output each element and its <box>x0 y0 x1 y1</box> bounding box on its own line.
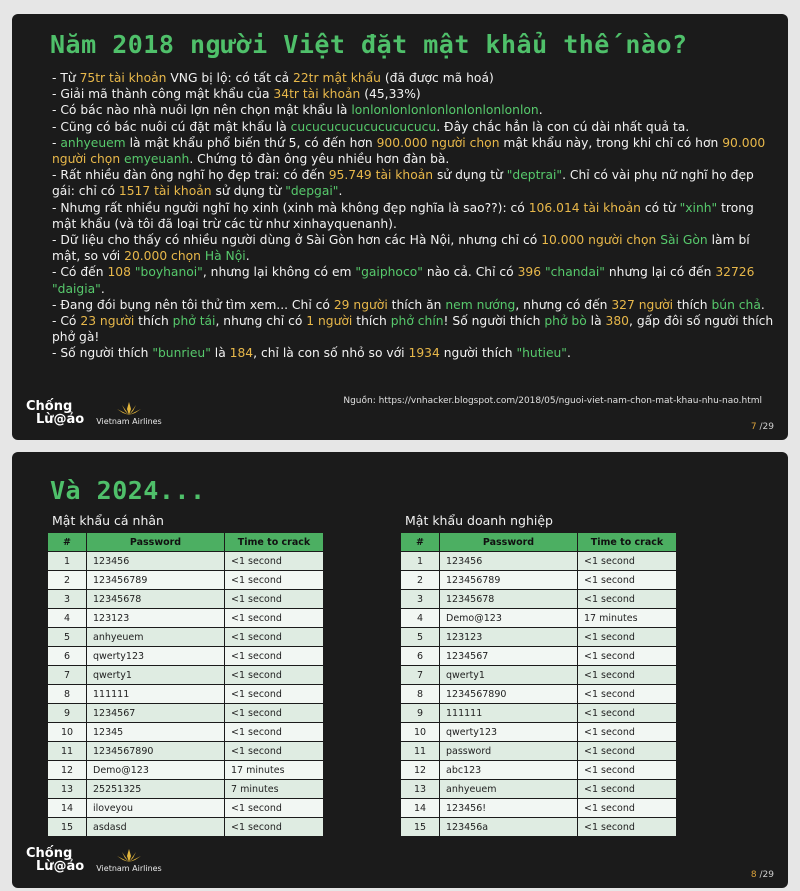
table-row <box>401 571 677 590</box>
table-row <box>48 761 324 780</box>
body-text: là mật khẩu phổ biến thứ 5, có đến hơn <box>125 135 377 150</box>
highlight-text: 75tr tài khoản <box>79 71 167 85</box>
password-cell: iloveyou <box>87 799 225 818</box>
table-row <box>401 723 677 742</box>
body-text: là <box>586 314 606 329</box>
highlight-text: "hutieu" <box>516 346 567 361</box>
rank-cell: 15 <box>48 818 87 837</box>
highlight-text: 1934 <box>408 346 440 361</box>
vietnam-airlines-logo <box>96 848 161 873</box>
time-to-crack-cell: <1 second <box>578 647 677 666</box>
bullet-line <box>52 135 774 167</box>
body-text: thích ăn <box>387 297 446 312</box>
table-row <box>401 552 677 571</box>
time-to-crack-cell: <1 second <box>578 723 677 742</box>
highlight-text: 10.000 người chọn <box>541 233 657 248</box>
chong-lua-dao-logo <box>26 400 84 426</box>
body-text: - Rất nhiều đàn ông nghĩ họ đẹp trai: có đến <box>52 168 329 183</box>
column-header: Time to crack <box>225 533 324 552</box>
highlight-text: 22tr mật khẩu <box>293 71 381 85</box>
password-cell: 25251325 <box>87 780 225 799</box>
column-header: Password <box>87 533 225 552</box>
body-text: sử dụng từ <box>211 184 286 199</box>
rank-cell: 1 <box>401 552 440 571</box>
body-text: . Đây chắc hẳn là con cú dài nhất quả ta. <box>436 119 690 134</box>
column-header: # <box>401 533 440 552</box>
password-cell: 1234567890 <box>440 685 578 704</box>
body-text: , gấp đôi số người thích phở gà! <box>52 314 774 345</box>
chong-lua-dao-logo <box>26 847 84 873</box>
chong-logo-line2: Lừ@ảo <box>36 859 85 874</box>
rank-cell: 9 <box>401 704 440 723</box>
rank-cell: 13 <box>401 780 440 799</box>
highlight-text: 1517 tài khoản <box>118 184 212 199</box>
body-text: là <box>210 346 230 361</box>
highlight-text: phở bò <box>544 314 587 329</box>
bullet-line <box>52 102 774 118</box>
time-to-crack-cell: <1 second <box>578 799 677 818</box>
page-number <box>751 870 774 880</box>
page-total: /29 <box>759 870 774 880</box>
highlight-text: "gaiphoco" <box>355 265 423 280</box>
password-cell: 123456789 <box>440 571 578 590</box>
airline-name: Vietnam Airlines <box>96 416 162 426</box>
table-row <box>48 666 324 685</box>
rank-cell: 5 <box>401 628 440 647</box>
bullet-line <box>52 313 774 345</box>
password-cell: Demo@123 <box>440 609 578 628</box>
table-row <box>48 818 324 837</box>
table-row <box>48 799 324 818</box>
rank-cell: 9 <box>48 704 87 723</box>
body-text: . <box>338 184 343 199</box>
column-header: Password <box>440 533 578 552</box>
table-row <box>401 647 677 666</box>
password-cell: 123456 <box>87 552 225 571</box>
password-cell: 123456789 <box>87 571 225 590</box>
rank-cell: 12 <box>401 761 440 780</box>
page-number <box>751 422 774 432</box>
password-cell: 1234567 <box>87 704 225 723</box>
body-text: - Giải mã thành công mật khẩu của <box>52 87 274 102</box>
table-row <box>401 761 677 780</box>
highlight-text: "deptrai" <box>506 168 563 183</box>
table-row <box>401 666 677 685</box>
body-text: , nhưng chỉ có <box>215 314 307 329</box>
logo-group <box>26 400 162 426</box>
highlight-text: bún chả <box>711 297 761 312</box>
body-text: (đã được mã hoá) <box>380 71 494 85</box>
highlight-text: 1 người <box>306 314 353 329</box>
time-to-crack-cell: <1 second <box>225 818 324 837</box>
personal-passwords-table <box>47 532 324 837</box>
time-to-crack-cell: 17 minutes <box>578 609 677 628</box>
slide-title: Năm 2018 người Việt đặt mật khẩu thế nào? <box>50 30 688 59</box>
rank-cell: 7 <box>401 666 440 685</box>
bullet-line <box>52 167 774 199</box>
rank-cell: 1 <box>48 552 87 571</box>
body-text: . <box>538 103 543 118</box>
table-row <box>48 628 324 647</box>
rank-cell: 4 <box>48 609 87 628</box>
time-to-crack-cell: <1 second <box>225 742 324 761</box>
highlight-text: "depgai" <box>285 184 339 199</box>
highlight-text: "boyhanoi" <box>134 265 203 280</box>
table-row <box>48 780 324 799</box>
body-text: có từ <box>640 200 680 215</box>
time-to-crack-cell: <1 second <box>225 571 324 590</box>
body-text: . Chỉ có vài phụ nữ nghĩ họ đẹp gái: chỉ có <box>52 168 754 199</box>
table-row <box>48 552 324 571</box>
bullet-line <box>52 86 774 102</box>
time-to-crack-cell: <1 second <box>225 723 324 742</box>
rank-cell: 13 <box>48 780 87 799</box>
rank-cell: 10 <box>48 723 87 742</box>
body-text: mật khẩu này, trong khi chỉ có hơn <box>499 135 723 150</box>
body-text: . <box>760 297 765 312</box>
time-to-crack-cell: <1 second <box>225 590 324 609</box>
body-text: nào cả. Chỉ có <box>422 265 518 280</box>
table-row <box>401 609 677 628</box>
password-cell: abc123 <box>440 761 578 780</box>
body-text: . <box>100 281 105 296</box>
body-text: , nhưng có đến <box>515 297 612 312</box>
highlight-text: 32726 <box>715 265 755 280</box>
time-to-crack-cell: <1 second <box>225 552 324 571</box>
password-cell: 12345678 <box>87 590 225 609</box>
password-cell: qwerty1 <box>440 666 578 685</box>
rank-cell: 12 <box>48 761 87 780</box>
body-text: (45,33%) <box>360 87 421 102</box>
body-text: . <box>566 346 571 361</box>
body-text: , chỉ là con số nhỏ so với <box>253 346 409 361</box>
highlight-text: Sài Gòn <box>660 233 708 248</box>
rank-cell: 14 <box>48 799 87 818</box>
table-row <box>401 628 677 647</box>
password-cell: 123456 <box>440 552 578 571</box>
password-cell: 123456! <box>440 799 578 818</box>
highlight-text: phở tái <box>172 314 216 329</box>
body-text: VNG bị lộ: có tất cả <box>166 71 294 85</box>
time-to-crack-cell: <1 second <box>225 647 324 666</box>
rank-cell: 15 <box>401 818 440 837</box>
table-row <box>48 571 324 590</box>
highlight-text: 23 người <box>80 314 135 329</box>
password-cell: 111111 <box>440 704 578 723</box>
time-to-crack-cell: <1 second <box>578 666 677 685</box>
highlight-text: 106.014 tài khoản <box>528 200 641 215</box>
body-text: - Cũng có bác nuôi cú đặt mật khẩu là <box>52 119 291 134</box>
bullet-line <box>52 345 774 361</box>
highlight-text: 34tr tài khoản <box>273 87 361 102</box>
rank-cell: 7 <box>48 666 87 685</box>
time-to-crack-cell: <1 second <box>225 799 324 818</box>
password-cell: qwerty123 <box>440 723 578 742</box>
bullet-line <box>52 70 774 86</box>
body-text: - Nhưng rất nhiều người nghĩ họ xinh (xinh mà không đẹp nghĩa là sao??): có <box>52 200 529 215</box>
rank-cell: 6 <box>401 647 440 666</box>
body-text: trong mật khẩu (và tôi đã loại trừ các từ như xinhayquenanh). <box>52 200 754 231</box>
table-row <box>401 590 677 609</box>
body-text: nhưng lại có đến <box>604 265 716 280</box>
table-row <box>401 799 677 818</box>
body-text: ! Số người thích <box>443 314 545 329</box>
time-to-crack-cell: <1 second <box>578 818 677 837</box>
password-cell: 123123 <box>87 609 225 628</box>
vietnam-airlines-logo <box>96 401 161 426</box>
highlight-text: nem nướng <box>445 297 516 312</box>
body-text: thích <box>673 297 712 312</box>
page-current: 8 <box>750 870 757 880</box>
body-text: - Có bác nào nhà nuôi lợn nên chọn mật khẩu là <box>52 103 352 118</box>
slide-7 <box>12 14 788 440</box>
body-text: . Chứng tỏ đàn ông yêu nhiều hơn đàn bà. <box>189 152 450 167</box>
highlight-text: 20.000 chọn <box>124 249 201 264</box>
lotus-logo-icon <box>116 848 142 864</box>
password-cell: anhyeuem <box>87 628 225 647</box>
highlight-text: 380 <box>605 314 630 329</box>
password-cell: qwerty123 <box>87 647 225 666</box>
time-to-crack-cell: 17 minutes <box>225 761 324 780</box>
time-to-crack-cell: <1 second <box>578 780 677 799</box>
column-header: Time to crack <box>578 533 677 552</box>
password-cell: 12345 <box>87 723 225 742</box>
highlight-text: 396 <box>517 265 542 280</box>
rank-cell: 11 <box>401 742 440 761</box>
highlight-text: 900.000 người chọn <box>376 135 500 150</box>
body-text: - <box>52 135 61 150</box>
business-passwords-label: Mật khẩu doanh nghiệp <box>405 513 553 528</box>
password-cell: asdasd <box>87 818 225 837</box>
highlight-text: lonlonlonlonlonlonlonlonlonlon <box>351 103 539 118</box>
body-text: , nhưng lại không có em <box>202 265 356 280</box>
bullet-line <box>52 200 774 232</box>
highlight-text: "bunrieu" <box>152 346 211 361</box>
rank-cell: 5 <box>48 628 87 647</box>
password-cell: 1234567 <box>440 647 578 666</box>
table-row <box>48 723 324 742</box>
highlight-text: 327 người <box>611 297 674 312</box>
password-cell: anhyeuem <box>440 780 578 799</box>
time-to-crack-cell: <1 second <box>578 590 677 609</box>
time-to-crack-cell: <1 second <box>225 609 324 628</box>
body-text: - Có <box>52 314 81 329</box>
time-to-crack-cell: <1 second <box>578 552 677 571</box>
table-row <box>48 704 324 723</box>
body-text: - Số người thích <box>52 346 153 361</box>
table-header-row <box>48 533 324 552</box>
table-row <box>48 742 324 761</box>
body-text: - Từ <box>52 71 80 85</box>
time-to-crack-cell: <1 second <box>225 685 324 704</box>
table-header-row <box>401 533 677 552</box>
time-to-crack-cell: <1 second <box>578 704 677 723</box>
highlight-text: "xinh" <box>679 200 718 215</box>
time-to-crack-cell: <1 second <box>225 628 324 647</box>
highlight-text: phở chín <box>390 314 444 329</box>
table-row <box>401 742 677 761</box>
time-to-crack-cell: <1 second <box>578 761 677 780</box>
highlight-text: Hà Nội <box>204 249 246 264</box>
slide-body <box>52 70 774 362</box>
rank-cell: 6 <box>48 647 87 666</box>
rank-cell: 2 <box>401 571 440 590</box>
password-cell: password <box>440 742 578 761</box>
body-text: người thích <box>439 346 517 361</box>
password-cell: 12345678 <box>440 590 578 609</box>
password-cell: 1234567890 <box>87 742 225 761</box>
time-to-crack-cell: <1 second <box>578 571 677 590</box>
lotus-logo-icon <box>116 401 142 417</box>
highlight-text: anhyeuem <box>60 135 126 150</box>
bullet-line <box>52 297 774 313</box>
rank-cell: 8 <box>48 685 87 704</box>
highlight-text: 95.749 tài khoản <box>328 168 434 183</box>
body-text: - Đang đói bụng nên tôi thử tìm xem... Chỉ có <box>52 297 334 312</box>
bullet-line <box>52 119 774 135</box>
rank-cell: 8 <box>401 685 440 704</box>
highlight-text: 184 <box>229 346 254 361</box>
table-row <box>48 647 324 666</box>
table-row <box>401 685 677 704</box>
rank-cell: 3 <box>48 590 87 609</box>
business-passwords-table <box>400 532 677 837</box>
time-to-crack-cell: <1 second <box>578 628 677 647</box>
body-text: làm bí mật, so với <box>52 233 750 264</box>
body-text: - Dữ liệu cho thấy có nhiều người dùng ở Sài Gòn hơn các Hà Nội, nhưng chỉ có <box>52 233 542 248</box>
rank-cell: 11 <box>48 742 87 761</box>
logo-group <box>26 847 162 873</box>
password-cell: qwerty1 <box>87 666 225 685</box>
time-to-crack-cell: 7 minutes <box>225 780 324 799</box>
table-row <box>48 590 324 609</box>
password-cell: 111111 <box>87 685 225 704</box>
table-row <box>401 704 677 723</box>
highlight-text: "daigia" <box>52 281 101 296</box>
chong-logo-line2: Lừ@ảo <box>36 412 85 427</box>
time-to-crack-cell: <1 second <box>578 742 677 761</box>
bullet-line <box>52 264 774 296</box>
body-text: thích <box>134 314 173 329</box>
rank-cell: 2 <box>48 571 87 590</box>
body-text: - Có đến <box>52 265 108 280</box>
rank-cell: 14 <box>401 799 440 818</box>
chong-logo-line1: Chống <box>26 846 73 861</box>
airline-name: Vietnam Airlines <box>96 863 162 873</box>
body-text: sử dụng từ <box>433 168 507 183</box>
chong-logo-line1: Chống <box>26 399 73 414</box>
column-header: # <box>48 533 87 552</box>
table-row <box>401 818 677 837</box>
highlight-text: "chandai" <box>545 265 605 280</box>
password-cell: 123123 <box>440 628 578 647</box>
source-citation: Nguồn: https://vnhacker.blogspot.com/2018/05/nguoi-viet-nam-chon-mat-khau-nhu-nao.html <box>343 396 762 406</box>
time-to-crack-cell: <1 second <box>225 666 324 685</box>
time-to-crack-cell: <1 second <box>225 704 324 723</box>
rank-cell: 3 <box>401 590 440 609</box>
table-row <box>48 685 324 704</box>
body-text: . <box>245 249 250 264</box>
table-row <box>401 780 677 799</box>
password-cell: Demo@123 <box>87 761 225 780</box>
page-total: /29 <box>759 422 774 432</box>
highlight-text: cucucucucucucucucucu <box>290 119 437 134</box>
page-current: 7 <box>750 422 757 432</box>
personal-passwords-label: Mật khẩu cá nhân <box>52 513 164 528</box>
highlight-text: emyeuanh <box>124 152 190 167</box>
password-cell: 123456a <box>440 818 578 837</box>
table-row <box>48 609 324 628</box>
slide-8 <box>12 452 788 888</box>
highlight-text: 90.000 người chọn <box>52 135 766 167</box>
body-text: thích <box>352 314 391 329</box>
highlight-text: 108 <box>107 265 131 280</box>
time-to-crack-cell: <1 second <box>578 685 677 704</box>
highlight-text: 29 người <box>333 297 388 312</box>
rank-cell: 4 <box>401 609 440 628</box>
rank-cell: 10 <box>401 723 440 742</box>
bullet-line <box>52 232 774 264</box>
slide-title: Và 2024... <box>50 476 206 505</box>
